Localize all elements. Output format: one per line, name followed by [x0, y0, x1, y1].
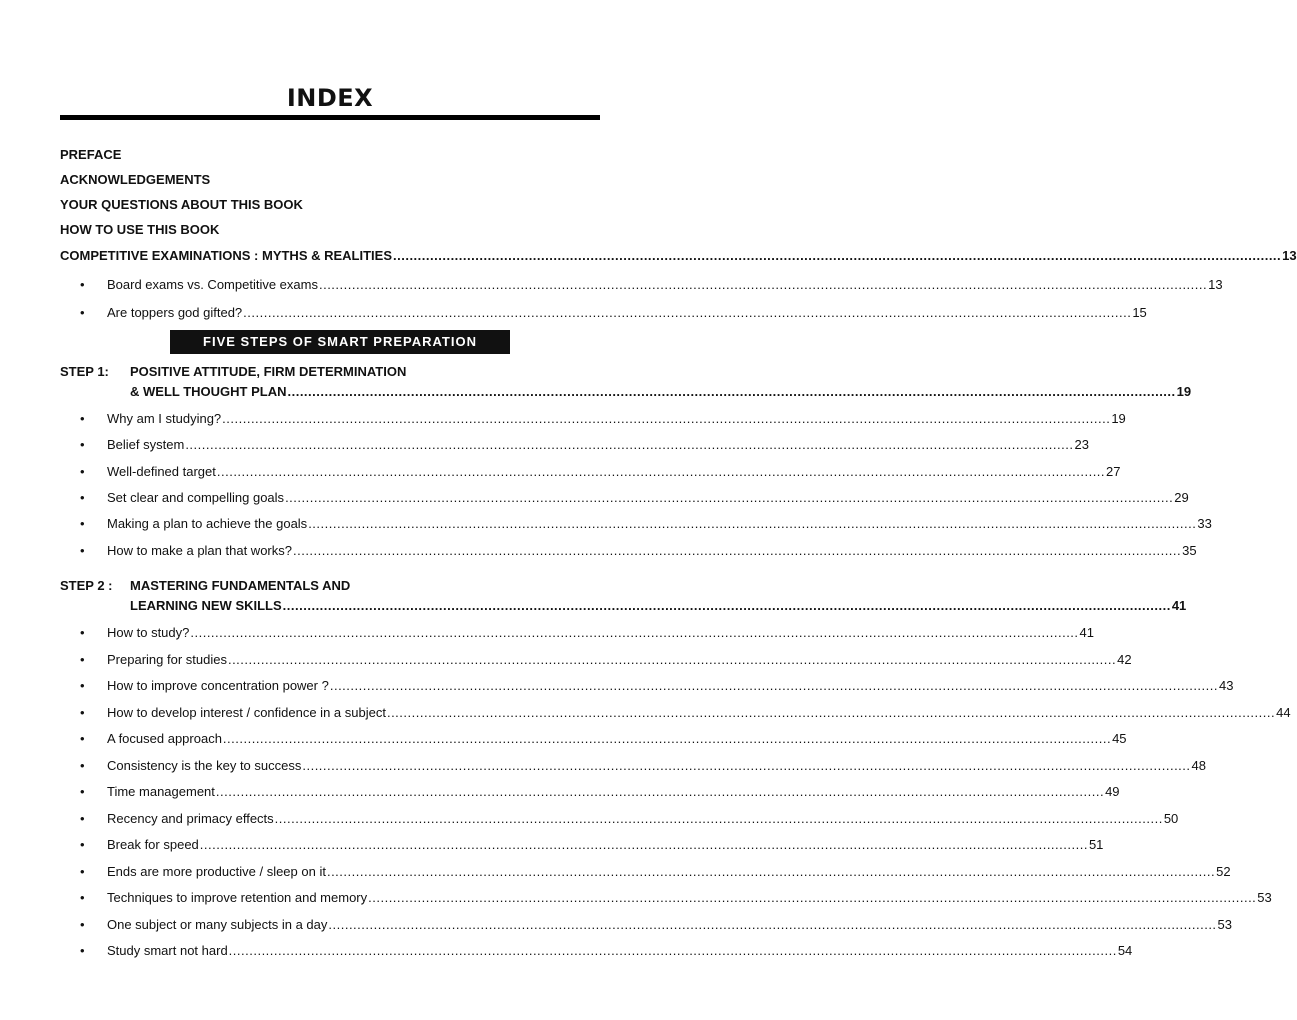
list-item	[80, 864, 1231, 879]
page-title: INDEX	[286, 84, 374, 112]
list-item	[80, 543, 1197, 558]
leader-dots	[327, 864, 1215, 879]
item-text: How to make a plan that works?	[107, 543, 292, 558]
bullet-icon: •	[80, 411, 85, 426]
bullet-icon: •	[80, 943, 85, 958]
list-item	[80, 277, 1223, 292]
list-item	[80, 890, 1272, 905]
item-page: 50	[1163, 811, 1179, 826]
leader-dots	[190, 625, 1078, 640]
competitive-title: COMPETITIVE EXAMINATIONS : MYTHS & REALITIES	[60, 248, 392, 263]
step-page: 41	[1171, 598, 1187, 613]
item-page: 53	[1257, 890, 1272, 905]
section-banner: FIVE STEPS OF SMART PREPARATION	[170, 330, 510, 354]
item-text: Board exams vs. Competitive exams	[107, 277, 318, 292]
step-title-line1: POSITIVE ATTITUDE, FIRM DETERMINATION	[130, 364, 407, 379]
item-page: 41	[1079, 625, 1094, 640]
bullet-icon: •	[80, 811, 85, 826]
leader-dots	[200, 837, 1088, 852]
list-item	[80, 943, 1133, 958]
item-text: Recency and primacy effects	[107, 811, 274, 826]
item-page: 43	[1219, 678, 1234, 693]
list-item	[80, 758, 1206, 773]
item-page: 45	[1112, 731, 1127, 746]
step-title-line2: LEARNING NEW SKILLS	[130, 598, 282, 613]
item-page: 48	[1191, 758, 1206, 773]
bullet-icon: •	[80, 543, 85, 558]
item-page: 15	[1132, 305, 1147, 320]
item-text: Belief system	[107, 437, 185, 452]
item-page: 54	[1117, 943, 1133, 958]
item-text: Consistency is the key to success	[107, 758, 302, 773]
item-text: Time management	[107, 784, 215, 799]
toc-acknowledgements: ACKNOWLEDGEMENTS	[60, 172, 211, 187]
leader-dots	[283, 598, 1171, 613]
item-page: 53	[1217, 917, 1233, 932]
leader-dots	[228, 652, 1116, 667]
list-item	[80, 731, 1127, 746]
item-text: Set clear and compelling goals	[107, 490, 285, 505]
list-item	[80, 464, 1121, 479]
leader-dots	[229, 943, 1117, 958]
bullet-icon: •	[80, 864, 85, 879]
leader-dots	[223, 731, 1111, 746]
list-item	[80, 411, 1126, 426]
item-page: 49	[1105, 784, 1120, 799]
title-rule	[60, 115, 600, 120]
leader-dots	[216, 784, 1104, 799]
leader-dots	[287, 384, 1175, 399]
leader-dots	[275, 811, 1163, 826]
toc-preface: PREFACE	[60, 147, 122, 162]
bullet-icon: •	[80, 277, 85, 292]
item-text: Techniques to improve retention and memory	[107, 890, 368, 905]
item-page: 27	[1106, 464, 1121, 479]
item-page: 52	[1216, 864, 1231, 879]
list-item	[80, 516, 1212, 531]
item-text: One subject or many subjects in a day	[107, 917, 328, 932]
item-page: 29	[1174, 490, 1189, 505]
step-title-line1: MASTERING FUNDAMENTALS AND	[130, 578, 351, 593]
item-page: 51	[1088, 837, 1104, 852]
item-text: Are toppers god gifted?	[107, 305, 243, 320]
item-page: 23	[1074, 437, 1089, 452]
bullet-icon: •	[80, 758, 85, 773]
toc-how-to-use: HOW TO USE THIS BOOK	[60, 222, 220, 237]
list-item	[80, 652, 1132, 667]
bullet-icon: •	[80, 731, 85, 746]
leader-dots	[185, 437, 1073, 452]
leader-dots	[319, 277, 1207, 292]
competitive-page: 13	[1282, 248, 1297, 263]
list-item	[80, 490, 1189, 505]
list-item	[80, 917, 1233, 932]
item-text: Preparing for studies	[107, 652, 227, 667]
leader-dots	[328, 917, 1216, 932]
item-text: How to study?	[107, 625, 190, 640]
bullet-icon: •	[80, 837, 85, 852]
toc-your-questions: YOUR QUESTIONS ABOUT THIS BOOK	[60, 197, 303, 212]
step-title-line2: & WELL THOUGHT PLAN	[130, 384, 287, 399]
toc-competitive	[60, 248, 1297, 263]
leader-dots	[393, 248, 1281, 263]
item-page: 33	[1197, 516, 1212, 531]
item-text: Study smart not hard	[107, 943, 228, 958]
item-text: Making a plan to achieve the goals	[107, 516, 308, 531]
bullet-icon: •	[80, 516, 85, 531]
list-item	[80, 811, 1179, 826]
item-page: 44	[1276, 705, 1291, 720]
list-item	[80, 678, 1234, 693]
item-text: Break for speed	[107, 837, 199, 852]
list-item	[80, 305, 1147, 320]
bullet-icon: •	[80, 784, 85, 799]
item-text: How to improve concentration power ?	[107, 678, 329, 693]
step-page: 19	[1176, 384, 1192, 399]
list-item	[80, 625, 1094, 640]
item-text: Ends are more productive / sleep on it	[107, 864, 326, 879]
leader-dots	[293, 543, 1181, 558]
leader-dots	[222, 411, 1110, 426]
item-text: Why am I studying?	[107, 411, 222, 426]
bullet-icon: •	[80, 464, 85, 479]
leader-dots	[285, 490, 1173, 505]
bullet-icon: •	[80, 890, 85, 905]
step-label: STEP 1:	[60, 364, 109, 379]
leader-dots	[243, 305, 1131, 320]
item-text: How to develop interest / confidence in a subject	[107, 705, 386, 720]
leader-dots	[217, 464, 1105, 479]
bullet-icon: •	[80, 917, 85, 932]
item-page: 35	[1182, 543, 1197, 558]
bullet-icon: •	[80, 625, 85, 640]
leader-dots	[302, 758, 1190, 773]
bullet-icon: •	[80, 652, 85, 667]
item-page: 13	[1208, 277, 1223, 292]
list-item	[80, 837, 1104, 852]
step-label: STEP 2 :	[60, 578, 113, 593]
leader-dots	[330, 678, 1218, 693]
item-page: 42	[1117, 652, 1132, 667]
list-item	[80, 705, 1291, 720]
item-page: 19	[1111, 411, 1126, 426]
bullet-icon: •	[80, 705, 85, 720]
leader-dots	[308, 516, 1196, 531]
list-item	[80, 437, 1089, 452]
bullet-icon: •	[80, 437, 85, 452]
bullet-icon: •	[80, 305, 85, 320]
bullet-icon: •	[80, 678, 85, 693]
bullet-icon: •	[80, 490, 85, 505]
item-text: Well-defined target	[107, 464, 216, 479]
item-text: A focused approach	[107, 731, 222, 746]
leader-dots	[387, 705, 1275, 720]
leader-dots	[368, 890, 1256, 905]
list-item	[80, 784, 1120, 799]
